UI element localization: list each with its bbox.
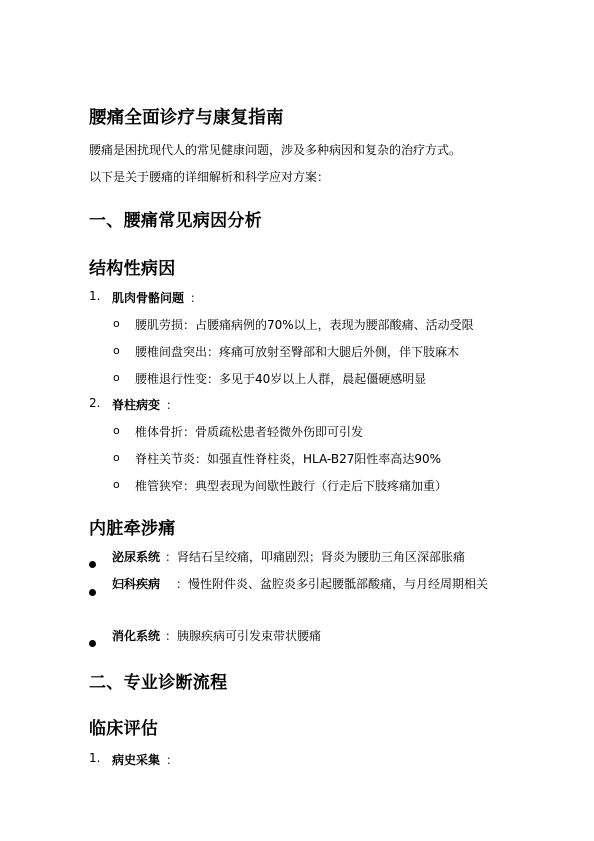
- clinical-assessment-heading: 临床评估: [89, 719, 159, 739]
- item-text: ：胰腺疾病可引发束带状腰痛: [165, 629, 322, 643]
- list-number: 1.: [89, 289, 101, 303]
- item-label: 消化系统: [112, 629, 161, 643]
- section-2-heading: 二、专业诊断流程: [89, 673, 228, 693]
- list-item-label: [112, 751, 178, 769]
- item-label: 脊柱病变: [112, 398, 161, 412]
- section-1-heading: 一、腰痛常见病因分析: [89, 211, 262, 231]
- list-item: 脊柱关节炎：如强直性脊柱炎，HLA-B27阳性率高达90%: [135, 452, 442, 466]
- list-item: 椎管狭窄：典型表现为间歇性跛行（行走后下肢疼痛加重）: [135, 479, 448, 493]
- structural-causes-heading: 结构性病因: [89, 259, 176, 279]
- list-item: 腰椎退行性变：多见于40岁以上人群，晨起僵硬感明显: [135, 372, 427, 386]
- list-item: 椎体骨折：骨质疏松患者轻微外伤即可引发: [135, 425, 364, 439]
- list-item-label: [112, 396, 178, 414]
- item-text: ：慢性附件炎、盆腔炎多引起腰骶部酸痛，与月经周期相关: [176, 577, 489, 591]
- item-label: 肌肉骨骼问题: [112, 291, 185, 305]
- item-label: 泌尿系统: [112, 550, 161, 564]
- item-text: ：肾结石呈绞痛，叩痛剧烈；肾炎为腰肋三角区深部胀痛: [165, 550, 466, 564]
- visceral-pain-heading: 内脏牵涉痛: [89, 519, 176, 539]
- list-item: [112, 573, 512, 595]
- list-item: [112, 548, 465, 566]
- circle-bullet: o: [113, 344, 120, 357]
- item-label: 病史采集: [112, 753, 161, 767]
- intro-line-2: 以下是关于腰痛的详细解析和科学应对方案：: [89, 170, 330, 184]
- document-title: 腰痛全面诊疗与康复指南: [89, 108, 284, 128]
- item-label: 妇科疾病: [112, 577, 161, 591]
- list-number: 2.: [89, 396, 101, 410]
- bullet-dot-icon: [89, 581, 96, 600]
- item-colon: ：: [190, 291, 203, 305]
- circle-bullet: o: [113, 424, 120, 437]
- list-item: [112, 627, 321, 645]
- circle-bullet: o: [113, 451, 120, 464]
- item-colon: ：: [166, 398, 179, 412]
- intro-line-1: 腰痛是困扰现代人的常见健康问题，涉及多种病因和复杂的治疗方式。: [89, 143, 462, 157]
- circle-bullet: o: [113, 478, 120, 491]
- list-item: 腰椎间盘突出：疼痛可放射至臀部和大腿后外侧，伴下肢麻木: [135, 345, 460, 359]
- list-item: 腰肌劳损：占腰痛病例的70%以上，表现为腰部酸痛、活动受限: [135, 318, 474, 332]
- circle-bullet: o: [113, 371, 120, 384]
- bullet-dot-icon: [89, 632, 96, 651]
- item-colon: ：: [166, 753, 179, 767]
- bullet-dot-icon: [89, 553, 96, 572]
- list-item-label: [112, 289, 202, 307]
- circle-bullet: o: [113, 317, 120, 330]
- list-number: 1.: [89, 751, 101, 765]
